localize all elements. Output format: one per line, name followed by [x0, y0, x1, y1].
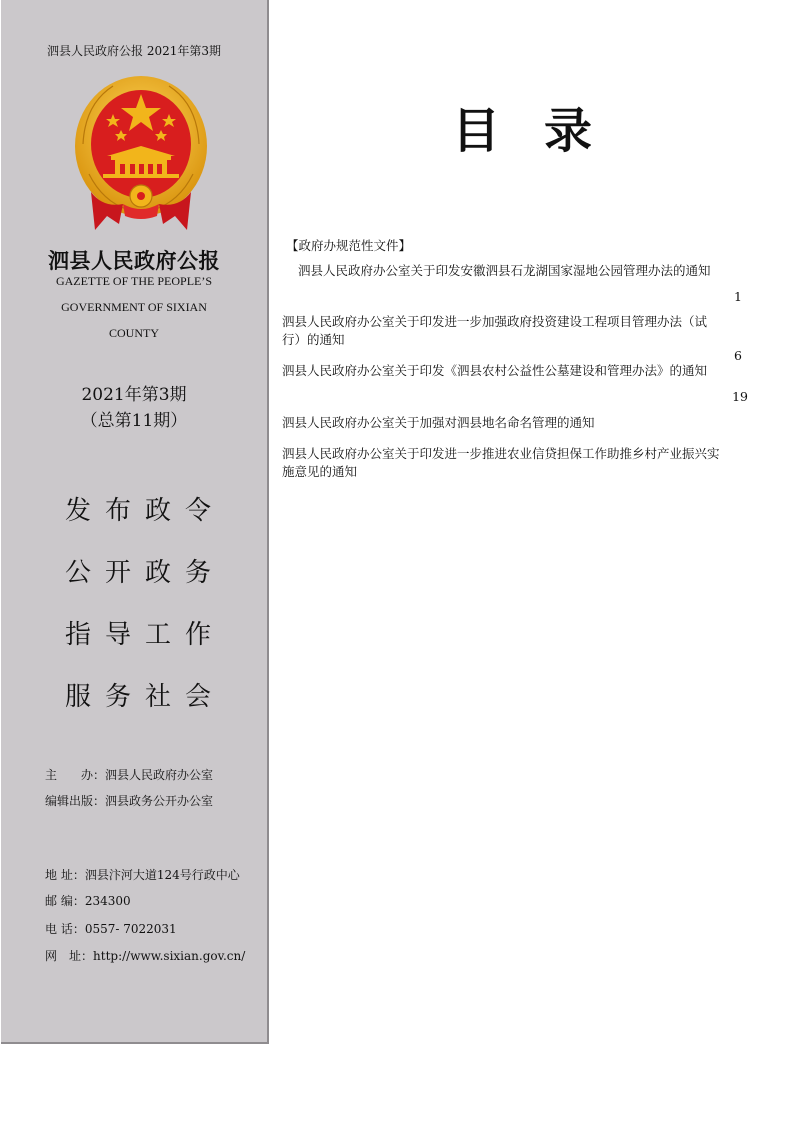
- toc-entry-5-line-2: 施意见的通知: [282, 464, 358, 479]
- contact-postcode: [45, 892, 131, 909]
- gazette-title: 泗县人民政府公报: [48, 248, 220, 273]
- issue-header: 泗县人民政府公报 2021年第3期: [47, 44, 221, 58]
- contact-phone-value: 0557- 7022031: [84, 922, 177, 936]
- contact-website-link[interactable]: http://www.sixian.gov.cn/: [93, 949, 246, 963]
- gazette-en-line-3: COUNTY: [109, 326, 159, 340]
- toc-heading: 目录: [452, 103, 637, 159]
- publisher-editor: [45, 792, 213, 809]
- publisher-editor-label: 编辑出版：: [45, 794, 106, 808]
- publisher-host: [45, 766, 213, 783]
- slogan-3: 指导工作: [65, 620, 226, 650]
- publisher-editor-value: 泗县政务公开办公室: [105, 794, 214, 808]
- toc-entry-5-line-1: 泗县人民政府办公室关于印发进一步推进农业信贷担保工作助推乡村产业振兴实: [282, 446, 720, 461]
- contact-postcode-value: 234300: [84, 894, 131, 908]
- toc-section-label: 【政府办规范性文件】: [286, 238, 412, 253]
- issue-year: 2021年第3期: [81, 385, 187, 405]
- contact-address-label: 地 址：: [45, 868, 85, 882]
- toc-entry-1[interactable]: [298, 262, 711, 280]
- toc-entry-2-line-2: 行）的通知: [282, 332, 345, 347]
- toc-entry-4-line-1: 泗县人民政府办公室关于加强对泗县地名命名管理的通知: [282, 415, 595, 430]
- contact-phone: [45, 920, 177, 937]
- national-emblem-icon: [73, 74, 209, 232]
- toc-entry-2-line-1: 泗县人民政府办公室关于印发进一步加强政府投资建设工程项目管理办法（试: [282, 314, 708, 329]
- gazette-en-line-1: GAZETTE OF THE PEOPLE’S: [55, 274, 213, 288]
- contact-phone-label: 电 话：: [45, 922, 85, 936]
- publisher-host-label: 主 办：: [45, 768, 106, 782]
- toc-entry-3-page: 19: [732, 389, 748, 404]
- toc-entry-5[interactable]: [282, 445, 720, 481]
- slogan-2: 公开政务: [65, 558, 226, 588]
- contact-postcode-label: 邮 编：: [45, 894, 85, 908]
- contact-website-label: 网 址：: [45, 949, 94, 963]
- toc-entry-1-line-1: 泗县人民政府办公室关于印发安徽泗县石龙湖国家湿地公园管理办法的通知: [298, 263, 711, 278]
- contact-website: [45, 947, 245, 964]
- contact-address: [45, 866, 240, 883]
- toc-entry-3[interactable]: [282, 362, 707, 380]
- toc-entry-3-line-1: 泗县人民政府办公室关于印发《泗县农村公益性公墓建设和管理办法》的通知: [282, 363, 708, 378]
- slogan-1: 发布政令: [65, 496, 226, 526]
- publisher-host-value: 泗县人民政府办公室: [105, 768, 214, 782]
- gazette-en-line-2: GOVERNMENT OF SIXIAN: [61, 300, 207, 314]
- slogan-4: 服务社会: [65, 682, 226, 712]
- issue-total: （总第11期）: [80, 411, 188, 431]
- toc-entry-1-page: 1: [734, 289, 742, 304]
- contact-address-value: 泗县汴河大道124号行政中心: [84, 868, 240, 882]
- cover-sidebar: [1, 0, 269, 1044]
- toc-entry-2[interactable]: [282, 313, 707, 349]
- toc-entry-2-page: 6: [734, 348, 742, 363]
- toc-entry-4[interactable]: [282, 414, 595, 432]
